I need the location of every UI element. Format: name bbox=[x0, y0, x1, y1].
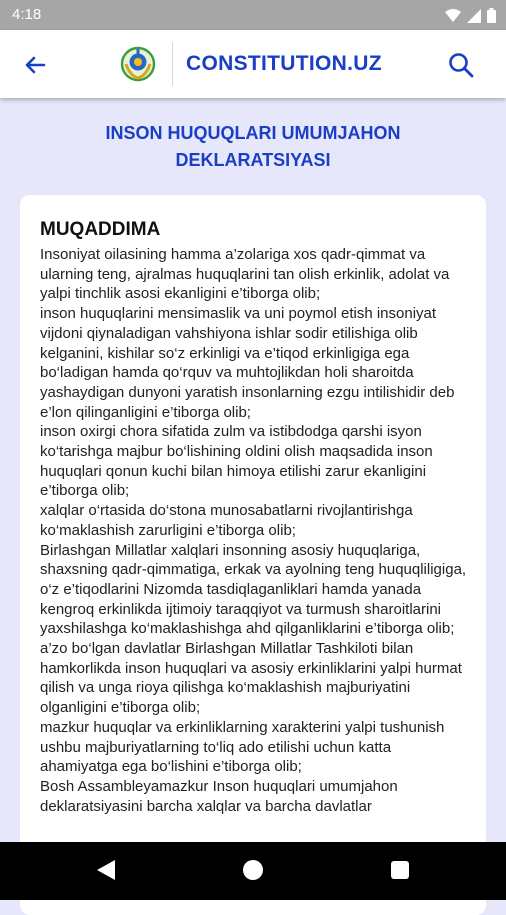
nav-back-icon bbox=[97, 860, 115, 880]
document-body: Insoniyat oilasining hamma a’zolariga xos qadr-qimmat va ularning teng, ajralmas huquqlarini tan olish erkinlik, adolat va yalpi tinchlik asosi ekanligini e’tiborga olib; inson huquqlarini mensimaslik va uni poymol etish insoniyat vijdoni qiynaladigan vahshiyona ishlar sodir etilishiga olib kelganini, kishilar so‘z erkinligi va e’tiqod erkinligiga ega bo‘ladigan hamda qo‘rquv va muhtojlikdan holi sharoitda yashaydigan dunyoni yaratish insonlarning ezgu intilishidir deb e’lon qilinganligini e’tiborga olib; inson oxirgi chora sifatida zulm va istibdodga qarshi isyon ko‘tarishga majbur bo‘lishining oldini olish maqsadida inson huquqlari qonun kuchi bilan himoya etilishi zarur ekanligini e’tiborga olib; xalqlar o‘rtasida do‘stona munosabatlarni rivojlantirishga ko‘maklashish zarurligini e’tiborga olib; Birlashgan Millatlar xalqlari insonning asosiy huquqlariga, shaxsning qadr-qimmatiga, erkak va ayolning teng huquqliligiga, o‘z e’tiqodlarini Nizomda tasdiqlaganliklari hamda yanada kengroq erkinlikda ijtimoiy taraqqiyot va turmush sharoitlarini yaxshilashga ko‘maklashishga ahd qilganliklarini e’tiborga olib; a’zo bo‘lgan davlatlar Birlashgan Millatlar Tashkiloti bilan hamkorlikda inson huquqlari va asosiy erkinliklarini yalpi hurmat qilish va unga rioya qilishga ko‘maklashish majburiyatini olganligini e’tiborga olib; mazkur huquqlar va erkinliklarning xarakterini yalpi tushunish ushbu majburiyatlarning to‘liq ado etilishi uchun katta ahamiyatga ega bo‘lishini e’tiborga olib; Bosh Assambleyamazkur Inson huquqlari umumjahon deklaratsiyasini barcha xalqlar va barcha davlatlar bbox=[40, 246, 467, 815]
logo-divider bbox=[172, 42, 173, 86]
document-title: INSON HUQUQLARI UMUMJAHON DEKLARATSIYASI bbox=[105, 123, 401, 170]
nav-back-button[interactable] bbox=[97, 860, 115, 885]
back-button[interactable] bbox=[20, 50, 50, 80]
document-card bbox=[20, 195, 486, 915]
status-bar bbox=[0, 0, 506, 30]
section-title: MUQADDIMA bbox=[40, 219, 161, 240]
signal-icon bbox=[467, 9, 481, 23]
system-nav-bar bbox=[0, 842, 506, 900]
arrow-left-icon bbox=[20, 50, 50, 80]
status-time: 4:18 bbox=[12, 6, 42, 23]
status-icons bbox=[445, 8, 496, 23]
wifi-icon bbox=[445, 9, 461, 22]
search-icon bbox=[446, 50, 476, 80]
app-bar bbox=[0, 30, 506, 98]
nav-home-icon[interactable] bbox=[243, 860, 263, 880]
battery-icon bbox=[487, 8, 496, 23]
search-button[interactable] bbox=[446, 50, 476, 80]
app-title: CONSTITUTION.UZ bbox=[186, 52, 382, 75]
emblem-logo bbox=[120, 46, 156, 82]
nav-recents-icon[interactable] bbox=[391, 861, 409, 879]
